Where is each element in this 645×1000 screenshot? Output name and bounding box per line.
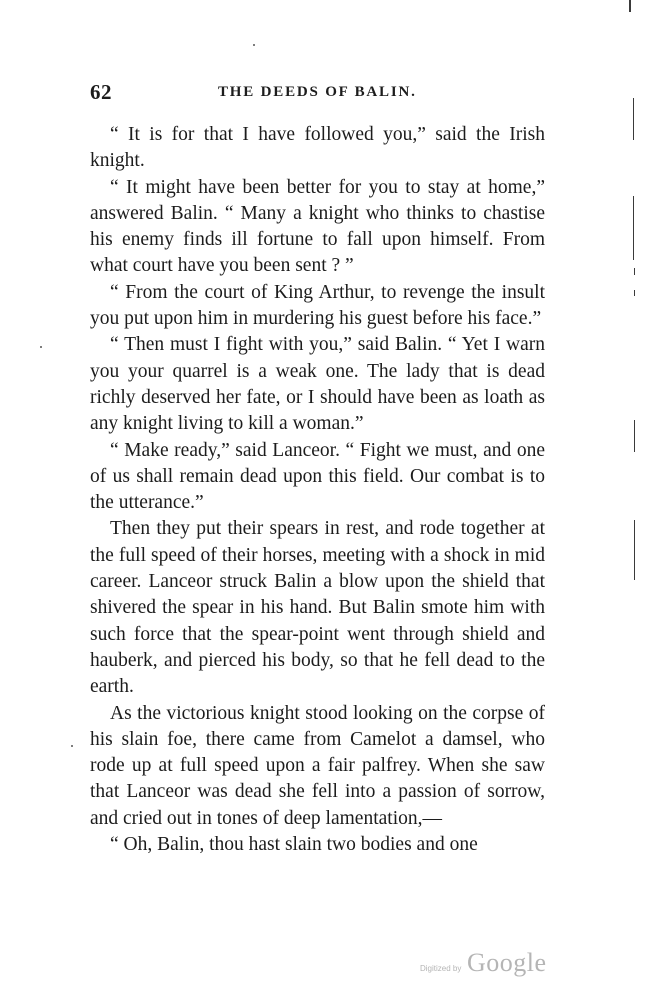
paragraph: “ Make ready,” said Lanceor. “ Fight we must, and one of us shall remain dead upon this field. Our combat is to the utterance.” xyxy=(90,439,545,514)
scan-speck xyxy=(253,44,255,46)
scan-edge-mark xyxy=(633,196,634,260)
scan-speck xyxy=(71,745,73,747)
scan-edge-mark xyxy=(629,0,631,12)
digitized-by-label: Digitized by xyxy=(420,964,462,973)
page-header xyxy=(90,80,545,108)
scan-speck xyxy=(40,346,42,348)
paragraph: “ Then must I fight with you,” said Balin. “ Yet I warn you your quarrel is a weak one. The lady that is dead richly deserved her fate, or I should have been as loath as any knight living to kill a woman.” xyxy=(90,334,545,435)
paragraph: “ It might have been better for you to stay at home,” answered Balin. “ Many a knight who thinks to chastise his enemy finds ill fortune to fall upon himself. From what court have you been sent ? ” xyxy=(90,176,545,277)
paragraph: Then they put their spears in rest, and rode together at the full speed of their horses, meeting with a shock in mid career. Lanceor struck Balin a blow upon the shield that shivered the spear in his hand. But Balin smote him with such force that the spear-point went through shield and hauberk, and pierced his body, so that he fell dead to the earth. xyxy=(90,518,545,698)
paragraph: “ Oh, Balin, thou hast slain two bodies and one xyxy=(110,834,478,856)
paragraph: “ It is for that I have followed you,” said the Irish knight. xyxy=(90,124,545,172)
paragraph: “ From the court of King Arthur, to revenge the insult you put upon him in murdering his guest before his face.” xyxy=(90,281,545,330)
scan-edge-mark xyxy=(634,420,635,452)
google-watermark xyxy=(420,948,550,982)
paragraph: As the victorious knight stood looking on the corpse of his slain foe, there came from Camelot a damsel, who rode up at full speed upon a fair palfrey. When she saw that Lanceor was dead she fell into a passion of sorrow, and cried out in tones of deep lamentation,— xyxy=(90,702,545,829)
scan-edge-mark xyxy=(634,268,635,275)
scan-edge-mark xyxy=(634,290,635,296)
page-number: 62 xyxy=(90,80,112,104)
google-logo: Google xyxy=(467,948,547,977)
scan-edge-mark xyxy=(633,98,634,140)
scan-edge-mark xyxy=(634,520,635,580)
body-text xyxy=(90,122,545,858)
running-head: THE DEEDS OF BALIN. xyxy=(218,84,417,100)
